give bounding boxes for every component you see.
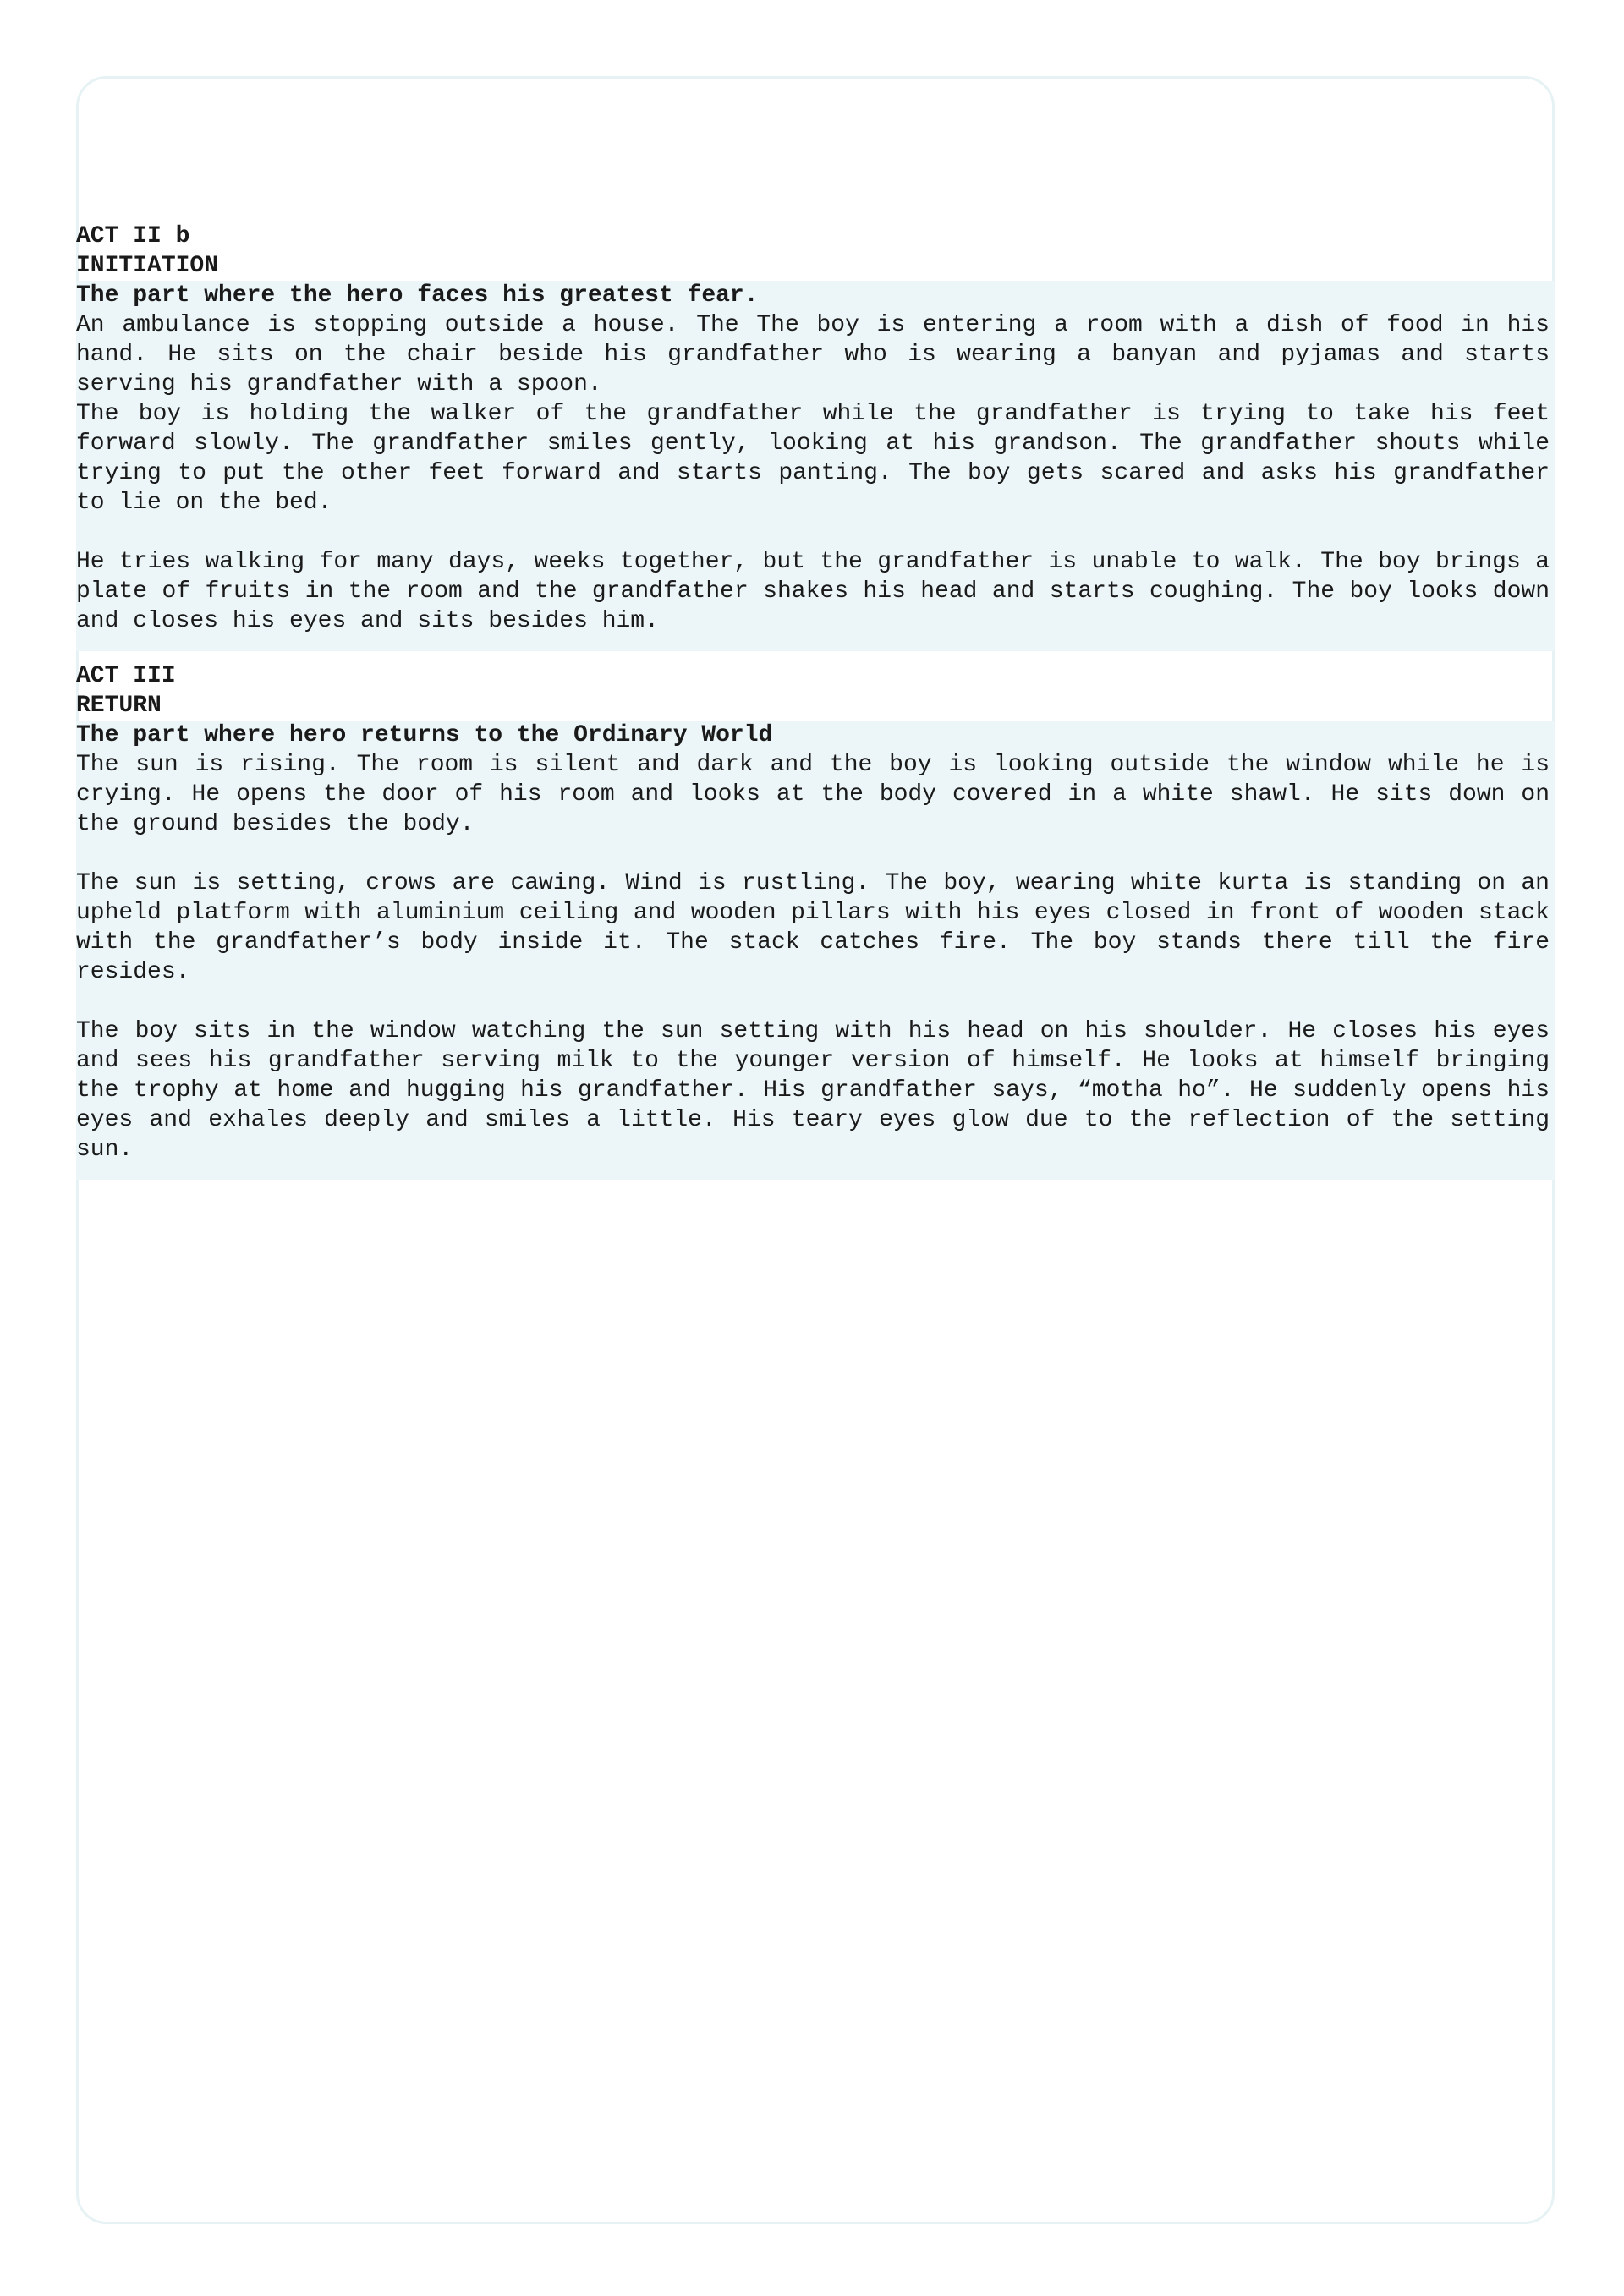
act-3-section <box>76 661 1555 1180</box>
act-title: ACT II b <box>76 223 190 249</box>
stage-title: RETURN <box>76 693 162 719</box>
script-document <box>76 222 1555 1180</box>
paragraph: The sun is setting, crows are cawing. Wind is rustling. The boy, wearing white kurta is standing on an upheld platform with aluminium ceiling and wooden pillars with his eyes closed in front of wooden stack with the grandfather’s body inside it. The stack catches fire. The boy stands there till the fire resides. <box>76 870 1550 985</box>
paragraph: An ambulance is stopping outside a house. The The boy is entering a room with a dish of food in his hand. He sits on the chair beside his grandfather who is wearing a banyan and pyjamas and starts serving his grandfather with a spoon. <box>76 312 1550 397</box>
act-subtitle: The part where the hero faces his greatest fear. <box>76 282 759 309</box>
act-body <box>76 721 1555 1180</box>
paragraph: The boy sits in the window watching the sun setting with his head on his shoulder. He closes his eyes and sees his grandfather serving milk to the younger version of himself. He looks at himself bringing the trophy at home and hugging his grandfather. His grandfather says, “motha ho”. He suddenly opens his eyes and exhales deeply and smiles a little. His teary eyes glow due to the reflection of the setting sun. <box>76 1018 1550 1163</box>
paragraph: The sun is rising. The room is silent and dark and the boy is looking outside the window while he is crying. He opens the door of his room and looks at the body covered in a white shawl. He sits down on the ground besides the body. <box>76 752 1550 837</box>
act-title: ACT III <box>76 663 176 689</box>
paragraph: The boy is holding the walker of the grandfather while the grandfather is trying to take his feet forward slowly. The grandfather smiles gently, looking at his grandson. The grandfather shouts while trying to put the other feet forward and starts panting. The boy gets scared and asks his grandfather to lie on the bed. <box>76 401 1550 516</box>
act-subtitle: The part where hero returns to the Ordinary World <box>76 722 773 748</box>
stage-title: INITIATION <box>76 253 219 279</box>
act-body <box>76 281 1555 651</box>
paragraph: He tries walking for many days, weeks together, but the grandfather is unable to walk. The boy brings a plate of fruits in the room and the grandfather shakes his head and starts coughing. The boy looks down and closes his eyes and sits besides him. <box>76 549 1550 634</box>
act-2b-section <box>76 222 1555 651</box>
